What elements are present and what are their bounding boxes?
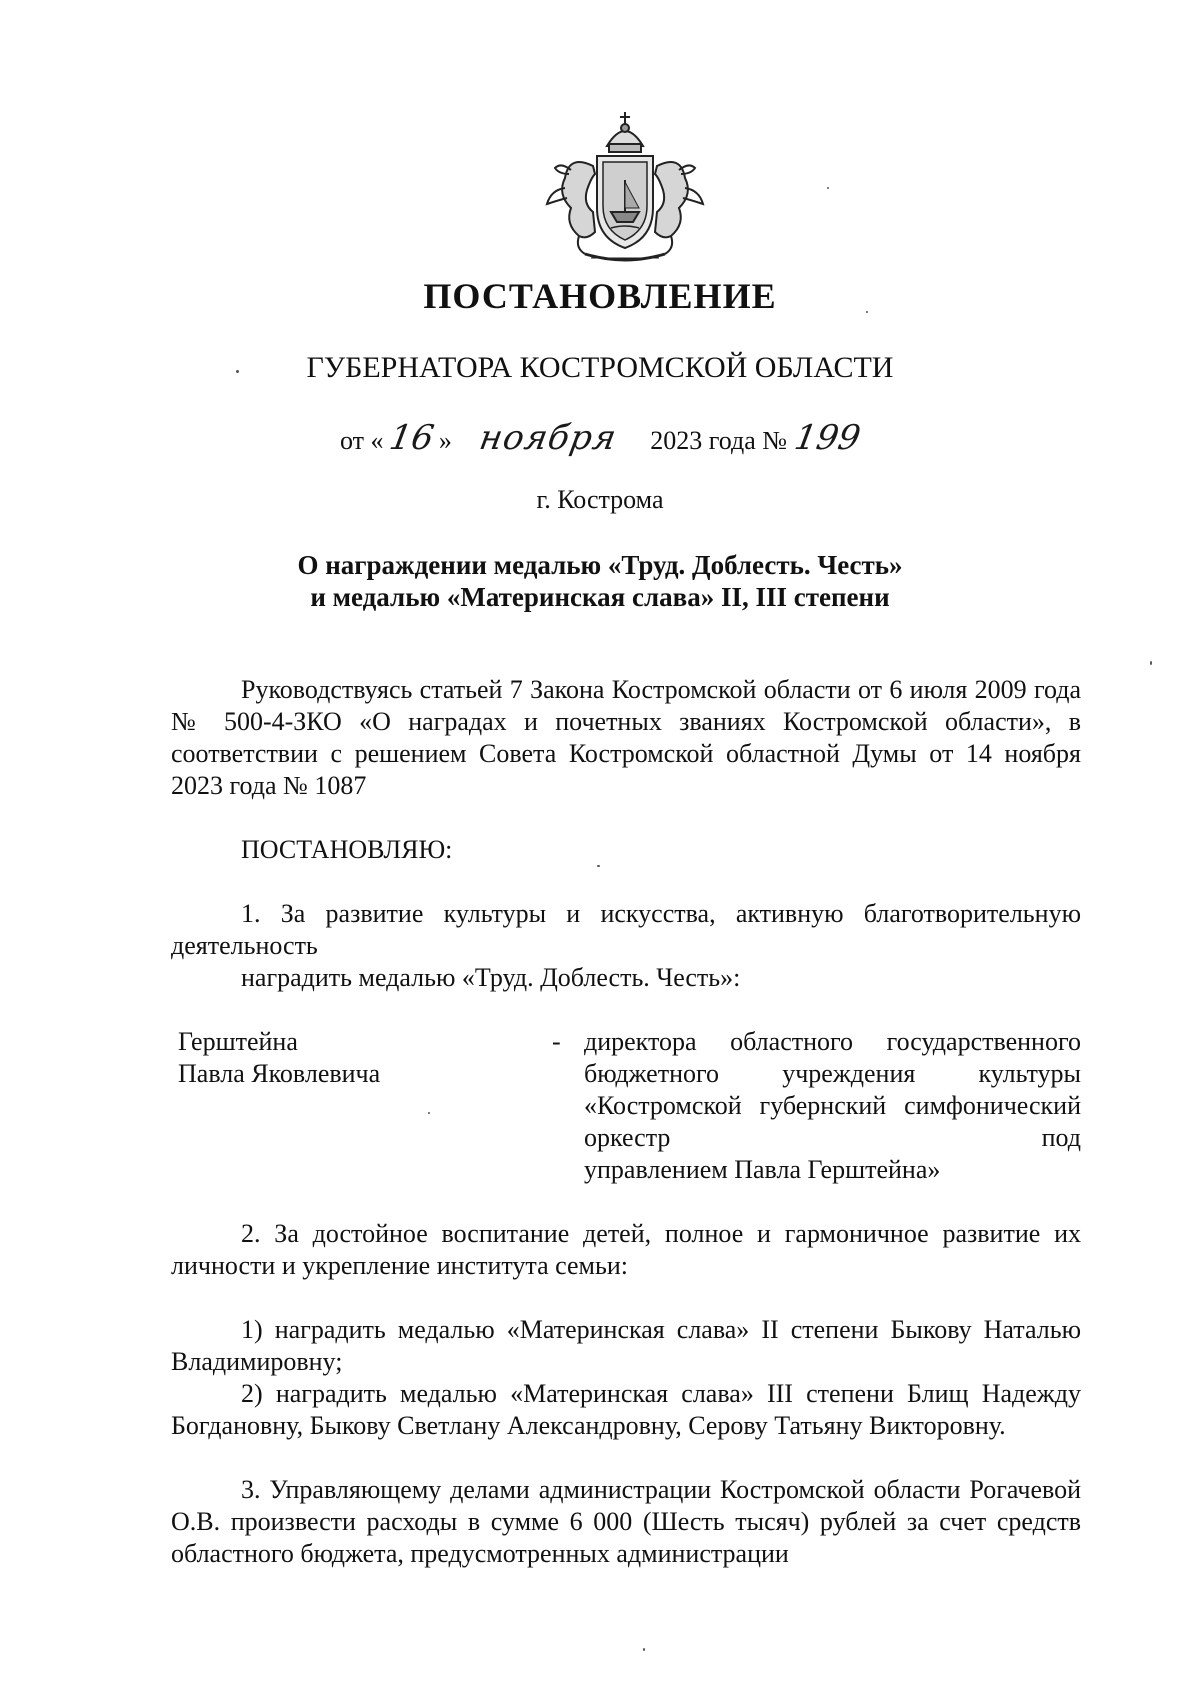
city-line: г. Кострома [536,485,664,514]
recipient-position-last-line: управлением Павла Герштейна» [584,1155,941,1184]
item-2-paragraph: 2. За достойное воспитание детей, полное и гармоничное развитие их личности и укрепление института семьи: [171,1219,1081,1280]
item-2-subitem-2: 2) наградить медалью «Материнская слава» III степени Блищ Надежду Богдановну, Быкову Светлану Александровну, Серову Татьяну Викторовну. [171,1379,1081,1440]
scan-speck [827,187,829,189]
date-day-close: » [438,426,452,455]
handwritten-number: 199 [791,418,864,458]
resolve-word: ПОСТАНОВЛЯЮ: [241,835,453,864]
recipient-name [178,1026,380,1090]
scan-speck [866,311,868,313]
issuer-heading: ГУБЕРНАТОРА КОСТРОМСКОЙ ОБЛАСТИ [306,351,894,384]
scan-speck [1150,661,1152,665]
scan-speck [643,1648,645,1651]
date-line [0,418,1200,458]
date-year-text: 2023 года № [650,426,788,455]
document-title [0,549,1200,613]
coat-of-arms-icon [535,108,715,268]
recipient-given-names: Павла Яковлевича [178,1059,381,1088]
scan-speck [428,1112,430,1114]
item-3-paragraph: 3. Управляющему делами администрации Костромской области Рогачевой О.В. произвести расходы в сумме 6 000 (Шесть тысяч) рублей за счет средств областного бюджета, предусмотренных администрации [171,1475,1081,1568]
handwritten-day: 16 [386,418,437,458]
date-prefix: от « [340,426,384,455]
recipient-position [584,1026,1081,1186]
document-type-heading: ПОСТАНОВЛЕНИЕ [423,276,777,316]
item-2-subitem-1: 1) наградить медалью «Материнская слава» II степени Быкову Наталью Владимировну; [171,1315,1081,1376]
scan-speck [236,370,239,373]
handwritten-month: ноября [476,418,620,458]
item-1-paragraph: 1. За развитие культуры и искусства, активную благотворительную деятельность [171,899,1081,960]
scan-speck [597,865,600,867]
title-line-2: и медалью «Материнская слава» II, III степени [310,582,890,612]
preamble-paragraph: Руководствуясь статьей 7 Закона Костромской области от 6 июля 2009 года № 500-4-ЗКО «О наградах и почетных званиях Костромской области», в соответствии с решением Совета Костромской областной Думы от 14 ноября 2023 года № 1087 [171,675,1081,800]
title-line-1: О награждении медалью «Труд. Доблесть. Честь» [297,550,903,580]
recipient-position-text: директора областного государственного бюджетного учреждения культуры «Костромской губернский симфонический оркестр под [584,1027,1081,1152]
item-1-action: наградить медалью «Труд. Доблесть. Честь»: [241,963,741,992]
recipient-surname: Герштейна [178,1027,298,1056]
recipient-dash: - [552,1027,561,1056]
